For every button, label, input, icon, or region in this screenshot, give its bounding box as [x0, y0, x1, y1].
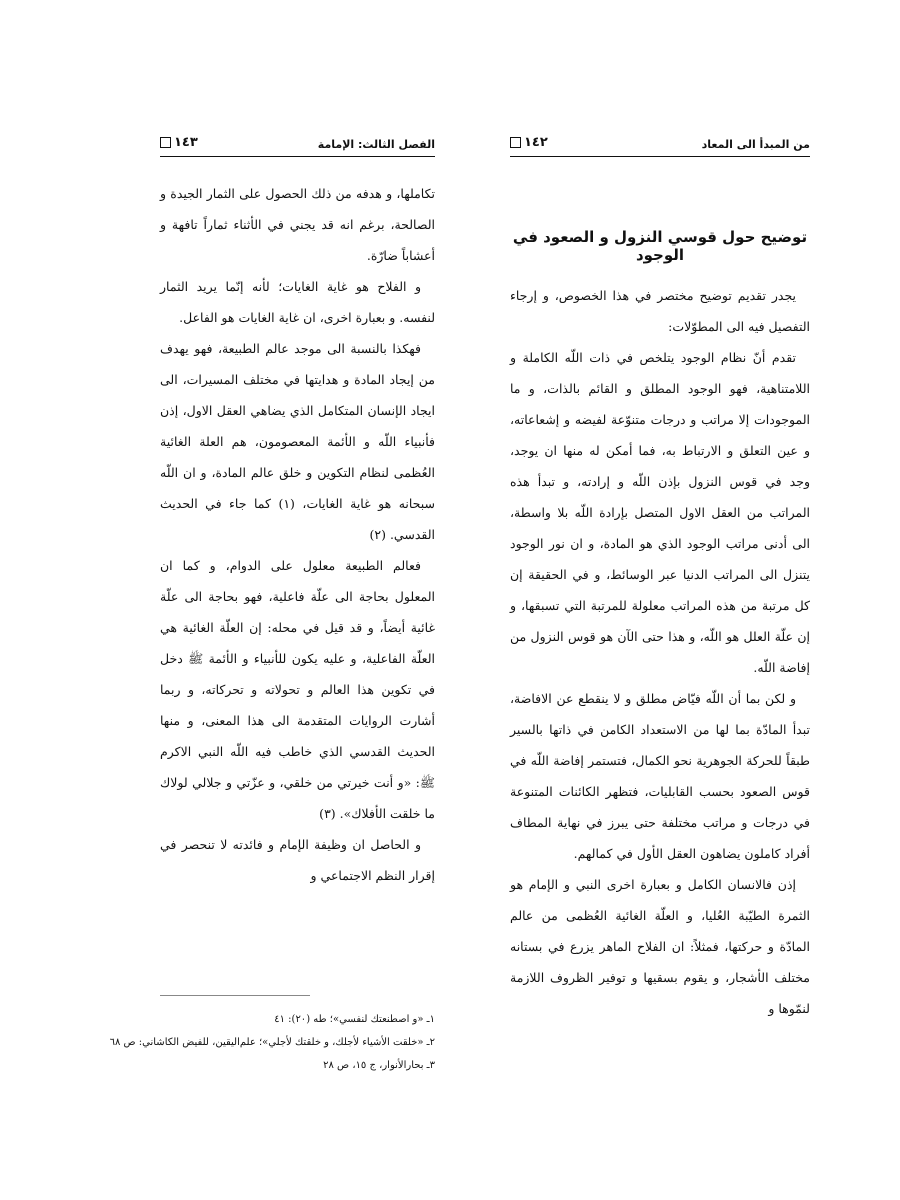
paragraph: و لكن بما أن اللّه فيّاض مطلق و لا ينقطع عن الافاضة، تبدأ المادّة بما لها من الاستعداد الكامن في ذاتها بالسير طبقاً للحركة الجوهرية نحو الكمال، فتستمر إفاضة اللّه في قوس الصعود بحسب القابليات، فتظهر الكائنات المتنوعة في درجات و مراتب مختلفة حتى يبرز في نهاية المطاف أفراد كاملون يضاهون العقل الأول في كمالهم. — [510, 691, 810, 861]
paragraph: يجدر تقديم توضيح مختصر في هذا الخصوص، و إرجاء التفصيل فيه الى المطوّلات: — [510, 288, 810, 334]
paragraph: و الفلاح هو غاية الغايات؛ لأنه إنّما يريد الثمار لنفسه. و بعبارة اخرى، ان غاية الغايات هو الفاعل. — [160, 279, 435, 325]
running-head — [510, 130, 810, 157]
left-page — [109, 0, 435, 1200]
footnote: ١ـ «و اصطنعتك لنفسي»؛ طه (٢٠): ٤١ — [274, 1014, 435, 1025]
body-text — [510, 280, 810, 1024]
footnote: ٣ـ بحارالأنوار، ج ١٥، ص ٢٨ — [323, 1060, 435, 1071]
running-title: الفصل الثالث: الإمامة — [317, 138, 435, 151]
paragraph: فعالم الطبيعة معلول على الدوام، و كما ان المعلول بحاجة الى علّة فاعلية، فهو بحاجة الى علّة غائية أيضاً، و قد قيل في محله: إن العلّة الغائية هي العلّة الفاعلية، و عليه يكون للأنبياء و الأئمة ﷺ دخل في تكوين هذا العالم و تحولاته و تحركاته، و ربما أشارت الروايات المتقدمة الى هذا المعنى، و منها الحديث القدسي الذي خاطب فيه اللّه النبي الاكرم ﷺ: «و أنت خيرتي من خلقي، و عزّتي و جلالي لولاك ما خلقت الأفلاك». (٣) — [160, 558, 435, 821]
page-marker-square-icon — [510, 137, 521, 148]
paragraph: و الحاصل ان وظيفة الإمام و فائدته لا تنحصر في إقرار النظم الاجتماعي و — [160, 837, 435, 883]
paragraph: تقدم أنّ نظام الوجود يتلخص في ذات اللّه الكاملة و اللامتناهية، فهو الوجود المطلق و القائم بالذات، و ما الموجودات إلا مراتب و درجات متنوّعة لفيضه و إشعاعاته، و عين التعلق و الارتباط به، فما أمكن له منها ان يوجد، وجد في قوس النزول بإذن اللّه و إرادته، و تبدأ هذه المراتب من العقل الاول المتصل بإرادة اللّه بلا واسطة، الى أدنى مراتب الوجود الذي هو المادة، و ان نور الوجود يتنزل الى المراتب الدنيا عبر الوسائط، و في الحقيقة إن كل مرتبة من هذه المراتب معلولة للمرتبة التي تسبقها، و إن علّة العلل هو اللّه، و هذا حتى الآن هو قوس النزول من إفاضة اللّه. — [510, 350, 810, 675]
footnote: ٢ـ «خلقت الأشياء لأجلك، و خلقتك لأجلي»؛ علم‌اليقين، للفيض الكاشاني: ص ٦٨ — [109, 1037, 435, 1048]
page-number-text: ١٤٣ — [174, 135, 198, 150]
footnote-divider — [160, 995, 310, 996]
page-number — [160, 135, 198, 150]
paragraph: تكاملها، و هدفه من ذلك الحصول على الثمار الجيدة و الصالحة، برغم انه قد يجني في الأثناء ثماراً تافهة و أعشاباً ضارّة. — [160, 186, 435, 263]
page-number-text: ١٤٢ — [524, 135, 548, 150]
page-marker-square-icon — [160, 137, 171, 148]
paragraph: إذن فالانسان الكامل و بعبارة اخرى النبي و الإمام هو الثمرة الطيّبة العُليا، و العلّة الغائية العُظمى من عالم المادّة و حركتها، فمثلاً: ان الفلاح الماهر يزرع في بستانه مختلف الأشجار، و يقوم بسقيها و توفير الظروف اللازمة لنمّوها و — [510, 877, 810, 1016]
page-number — [510, 135, 548, 150]
body-text — [160, 178, 435, 891]
running-title: من المبدأ الى المعاد — [701, 138, 810, 151]
running-head — [160, 130, 435, 157]
paragraph: فهكذا بالنسبة الى موجد عالم الطبيعة، فهو يهدف من إيجاد المادة و هدايتها في مختلف المسيرات، الى ايجاد الإنسان المتكامل الذي يضاهي العقل الاول، إذن فأنبياء اللّه و الأئمة المعصومون، هم العلة الغائية العُظمى لنظام التكوين و خلق عالم المادة، و ان اللّه سبحانه هو غاية الغايات، (١) كما جاء في الحديث القدسي. (٢) — [160, 341, 435, 542]
footnotes — [109, 1008, 435, 1077]
section-heading: توضيح حول قوسي النزول و الصعود في الوجود — [512, 228, 808, 264]
right-page — [510, 0, 810, 1200]
